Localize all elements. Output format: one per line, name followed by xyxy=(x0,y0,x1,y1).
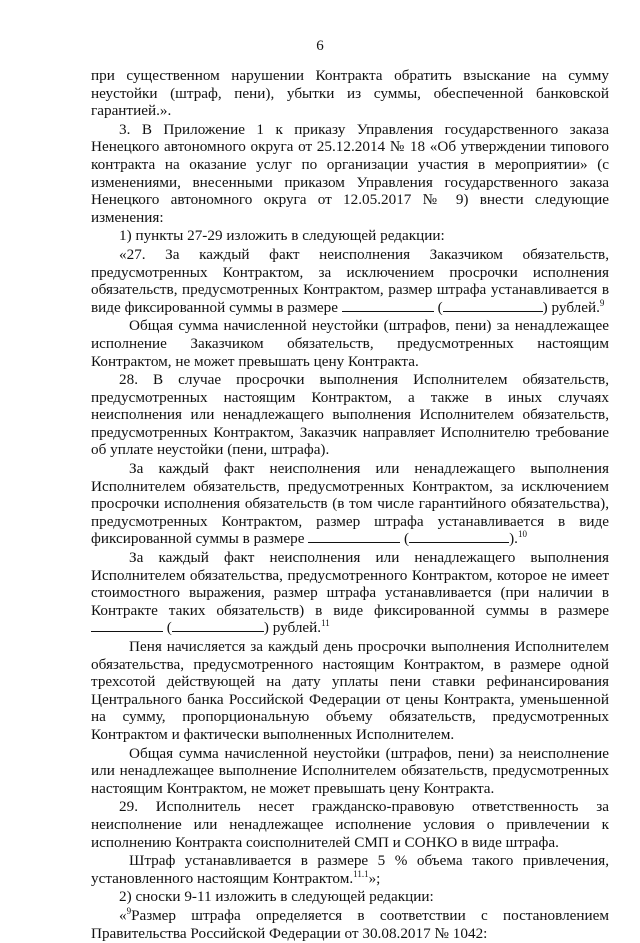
footnote-9-text: Размер штрафа определяется в соответствии с постановлением Правительства Российской Федерации от 30.08.2017 № 1042: xyxy=(91,906,609,942)
amount-blank xyxy=(91,619,163,632)
amount-words-blank xyxy=(443,299,543,312)
executor-fine-text: За каждый факт неисполнения или ненадлежащего выполнения Исполнителем обязательств, предусмотренных Контрактом, за исключением просрочки исполнения обязательств (в том числе гарантийного обязательства), предусмотренных Контрактом, размер штрафа устанавливается в виде фиксированной суммы в размере xyxy=(91,460,609,548)
item-27-rubles: рублей. xyxy=(551,298,600,316)
footnote-ref-10: 10 xyxy=(517,529,527,540)
paragraph-footnote-9-text xyxy=(91,907,609,942)
footnote-ref-11-1: 11.1 xyxy=(353,868,369,879)
amount-words-blank xyxy=(172,619,264,632)
fine-5-percent-text: Штраф устанавливается в размере 5 % объема такого привлечения, установленного настоящим Контрактом. xyxy=(91,852,609,887)
footnote-ref-9: 9 xyxy=(599,297,605,308)
paragraph-nonmonetary-fine: За каждый факт неисполнения или ненадлежащего выполнения Исполнителем обязательства, предусмотренного Контрактом, которое не имеет стоимостного выражения, размер штрафа устанавливается (при наличии в Контракте таких обязательств) в виде фиксированной суммы в размере ( ) рублей.$^{11}$ xyxy=(91,549,609,637)
footnote-mark-9: 9 xyxy=(126,905,132,916)
paragraph-customer-penalty-cap: Общая сумма начисленной неустойки (штрафов, пени) за ненадлежащее исполнение Заказчиком обязательств, предусмотренных настоящим Контрактом, не может превышать цену Контракта. xyxy=(91,317,609,370)
paragraph-amendment-3: 3. В Приложение 1 к приказу Управления государственного заказа Ненецкого автономного округа от 25.12.2014 № 18 «Об утверждении типового контракта на оказание услуг по организации участия в мероприятии» (с изменениями, внесенными приказом Управления государственного заказа Ненецкого автономного округа от 12.05.2017 № 9) внести следующие изменения: xyxy=(91,120,609,226)
footnote-ref-11: 11 xyxy=(321,618,330,629)
document-body xyxy=(91,67,609,943)
nonmonetary-fine-rubles: рублей. xyxy=(272,619,322,637)
paragraph-item-28: 28. В случае просрочки выполнения Исполнителем обязательств, предусмотренных настоящим Контрактом, а также в иных случаях неисполнения или ненадлежащего выполнения Исполнителем обязательств, предусмотренных Контрактом, Заказчик направляет Исполнителю требование об уплате неустойки (пени, штрафа). xyxy=(91,371,609,459)
quote-open: « xyxy=(119,906,127,924)
amount-words-blank xyxy=(409,530,509,543)
page-number: 6 xyxy=(316,38,324,54)
paragraph-executor-fine: За каждый факт неисполнения или ненадлежащего выполнения Исполнителем обязательств, предусмотренных Контрактом, за исключением просрочки исполнения обязательств (в том числе гарантийного обязательства), предусмотренных Контрактом, размер штрафа устанавливается в виде фиксированной суммы в размере ( ).$^{10}$ xyxy=(91,460,609,548)
nonmonetary-fine-text: За каждый факт неисполнения или ненадлежащего выполнения Исполнителем обязательства, предусмотренного Контрактом, которое не имеет стоимостного выражения, размер штрафа устанавливается (при наличии в Контракте таких обязательств) в виде фиксированной суммы в размере xyxy=(91,549,609,619)
paragraph-executor-penalty-cap: Общая сумма начисленной неустойки (штрафов, пени) за неисполнение или ненадлежащее выполнение Исполнителем обязательств, предусмотренных настоящим Контрактом, не может превышать цену Контракта. xyxy=(91,744,609,797)
amount-blank xyxy=(308,530,400,543)
paragraph-penalty-calculation: Пеня начисляется за каждый день просрочки выполнения Исполнителем обязательства, предусмотренного настоящим Контрактом, в размере одной трехсотой действующей на дату уплаты пени ставки рефинансирования Центрального банка Российской Федерации от цены Контракта, уменьшенной на сумму, пропорциональную объему обязательств, предусмотренных Контрактом и фактически выполненных Исполнителем. xyxy=(91,638,609,743)
quote-close: »; xyxy=(368,869,381,887)
amount-blank xyxy=(342,299,434,312)
item-27-text: «27. За каждый факт неисполнения Заказчиком обязательств, предусмотренных Контрактом, за исключением просрочки исполнения обязательств, предусмотренных Контрактом, размер штрафа устанавливается в виде фиксированной суммы в размере xyxy=(91,245,609,316)
paragraph-footnotes-9-11: 2) сноски 9-11 изложить в следующей редакции: xyxy=(119,888,434,906)
paragraph-item-29: 29. Исполнитель несет гражданско-правовую ответственность за неисполнение или ненадлежащее исполнение условия о привлечении к исполнению Контракта соисполнителей СМП и СОНКО в виде штрафа. xyxy=(91,798,609,851)
paragraph-item-27: «27. За каждый факт неисполнения Заказчиком обязательств, предусмотренных Контрактом, за исключением просрочки исполнения обязательств, предусмотренных Контрактом, размер штрафа устанавливается в виде фиксированной суммы в размере ( ) рублей.$^9$ xyxy=(91,245,609,316)
paragraph-items-27-29: 1) пункты 27-29 изложить в следующей редакции: xyxy=(119,227,445,245)
paragraph-fine-5-percent xyxy=(91,852,609,887)
paragraph-guarantee-claim: при существенном нарушении Контракта обратить взыскание на сумму неустойки (штраф, пени), убытки из суммы, обеспеченной банковской гарантией.». xyxy=(91,67,609,120)
